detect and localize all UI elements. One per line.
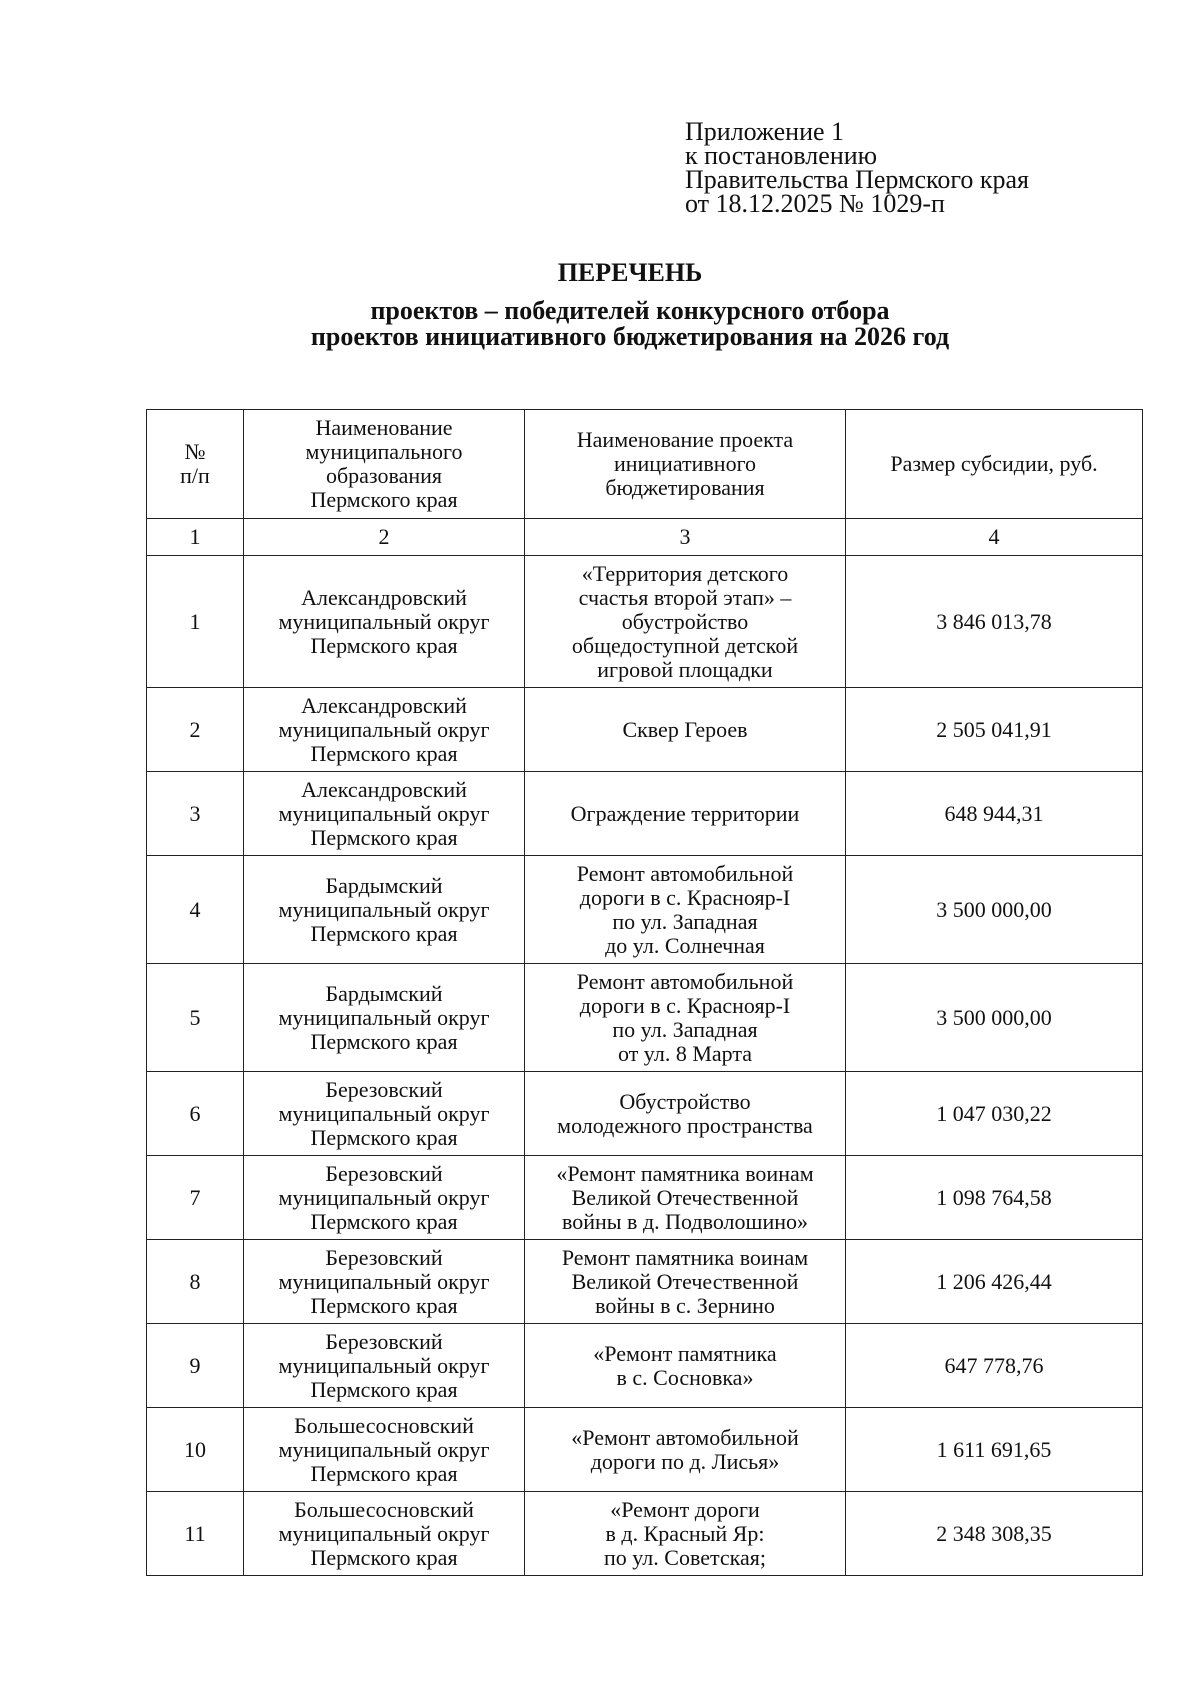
column-number: 3 (525, 519, 846, 556)
row-num: 9 (147, 1324, 244, 1408)
column-number-row (147, 519, 1143, 556)
table-row (147, 1324, 1143, 1408)
row-num: 1 (147, 556, 244, 688)
table-row (147, 1408, 1143, 1492)
row-project: Ремонт автомобильной дороги в с. Краснояр-I по ул. Западная от ул. 8 Марта (525, 964, 846, 1072)
table-row (147, 1156, 1143, 1240)
column-number: 1 (147, 519, 244, 556)
row-project: Ремонт автомобильной дороги в с. Краснояр-I по ул. Западная до ул. Солнечная (525, 856, 846, 964)
row-municipality: Березовский муниципальный округ Пермского края (244, 1072, 525, 1156)
row-municipality: Березовский муниципальный округ Пермского края (244, 1324, 525, 1408)
table-header-row (147, 410, 1143, 519)
row-num: 7 (147, 1156, 244, 1240)
row-subsidy: 2 505 041,91 (846, 688, 1143, 772)
subtitle-line: проектов инициативного бюджетирования на 2026 год (310, 322, 950, 351)
row-num: 6 (147, 1072, 244, 1156)
row-num: 2 (147, 688, 244, 772)
table-row (147, 1072, 1143, 1156)
appendix-line: Приложение 1 (685, 117, 845, 146)
appendix-line: к постановлению (685, 141, 878, 170)
row-project: «Территория детского счастья второй этап» – обустройство общедоступной детской игровой площадки (525, 556, 846, 688)
subtitle-line: проектов – победителей конкурсного отбора (370, 296, 890, 325)
row-municipality: Большесосновский муниципальный округ Пермского края (244, 1408, 525, 1492)
row-municipality: Александровский муниципальный округ Пермского края (244, 556, 525, 688)
row-subsidy: 648 944,31 (846, 772, 1143, 856)
appendix-line: от 18.12.2025 № 1029-п (685, 189, 945, 218)
table-row (147, 556, 1143, 688)
row-num: 8 (147, 1240, 244, 1324)
table-row (147, 1240, 1143, 1324)
row-num: 4 (147, 856, 244, 964)
table-row (147, 856, 1143, 964)
row-num: 10 (147, 1408, 244, 1492)
row-subsidy: 3 500 000,00 (846, 964, 1143, 1072)
row-project: Обустройство молодежного пространства (525, 1072, 846, 1156)
row-subsidy: 3 500 000,00 (846, 856, 1143, 964)
header-num: № п/п (147, 410, 244, 519)
appendix-line: Правительства Пермского края (685, 165, 1029, 194)
row-project: Ограждение территории (525, 772, 846, 856)
row-project: «Ремонт памятника в с. Сосновка» (525, 1324, 846, 1408)
table-row (147, 964, 1143, 1072)
row-municipality: Александровский муниципальный округ Пермского края (244, 688, 525, 772)
row-municipality: Бардымский муниципальный округ Пермского края (244, 964, 525, 1072)
row-project: «Ремонт дороги в д. Красный Яр: по ул. Советская; (525, 1492, 846, 1576)
row-project: Сквер Героев (525, 688, 846, 772)
row-project: «Ремонт автомобильной дороги по д. Лисья» (525, 1408, 846, 1492)
column-number: 4 (846, 519, 1143, 556)
row-num: 3 (147, 772, 244, 856)
row-num: 5 (147, 964, 244, 1072)
row-municipality: Березовский муниципальный округ Пермского края (244, 1156, 525, 1240)
row-project: Ремонт памятника воинам Великой Отечественной войны в с. Зернино (525, 1240, 846, 1324)
row-municipality: Бардымский муниципальный округ Пермского края (244, 856, 525, 964)
document-title: ПЕРЕЧЕНЬ (557, 258, 703, 287)
column-number: 2 (244, 519, 525, 556)
row-municipality: Большесосновский муниципальный округ Пермского края (244, 1492, 525, 1576)
document-subtitle (0, 298, 1200, 350)
row-municipality: Березовский муниципальный округ Пермского края (244, 1240, 525, 1324)
row-subsidy: 1 098 764,58 (846, 1156, 1143, 1240)
row-subsidy: 1 611 691,65 (846, 1408, 1143, 1492)
appendix-block (685, 117, 1029, 218)
row-subsidy: 647 778,76 (846, 1324, 1143, 1408)
row-subsidy: 1 206 426,44 (846, 1240, 1143, 1324)
table-row (147, 1492, 1143, 1576)
header-subsidy: Размер субсидии, руб. (846, 410, 1143, 519)
row-municipality: Александровский муниципальный округ Пермского края (244, 772, 525, 856)
table-row (147, 688, 1143, 772)
table-row (147, 772, 1143, 856)
projects-table (146, 409, 1143, 1576)
row-subsidy: 3 846 013,78 (846, 556, 1143, 688)
row-project: «Ремонт памятника воинам Великой Отечественной войны в д. Подволошино» (525, 1156, 846, 1240)
header-municipality: Наименование муниципального образования Пермского края (244, 410, 525, 519)
row-num: 11 (147, 1492, 244, 1576)
header-project: Наименование проекта инициативного бюджетирования (525, 410, 846, 519)
row-subsidy: 2 348 308,35 (846, 1492, 1143, 1576)
row-subsidy: 1 047 030,22 (846, 1072, 1143, 1156)
